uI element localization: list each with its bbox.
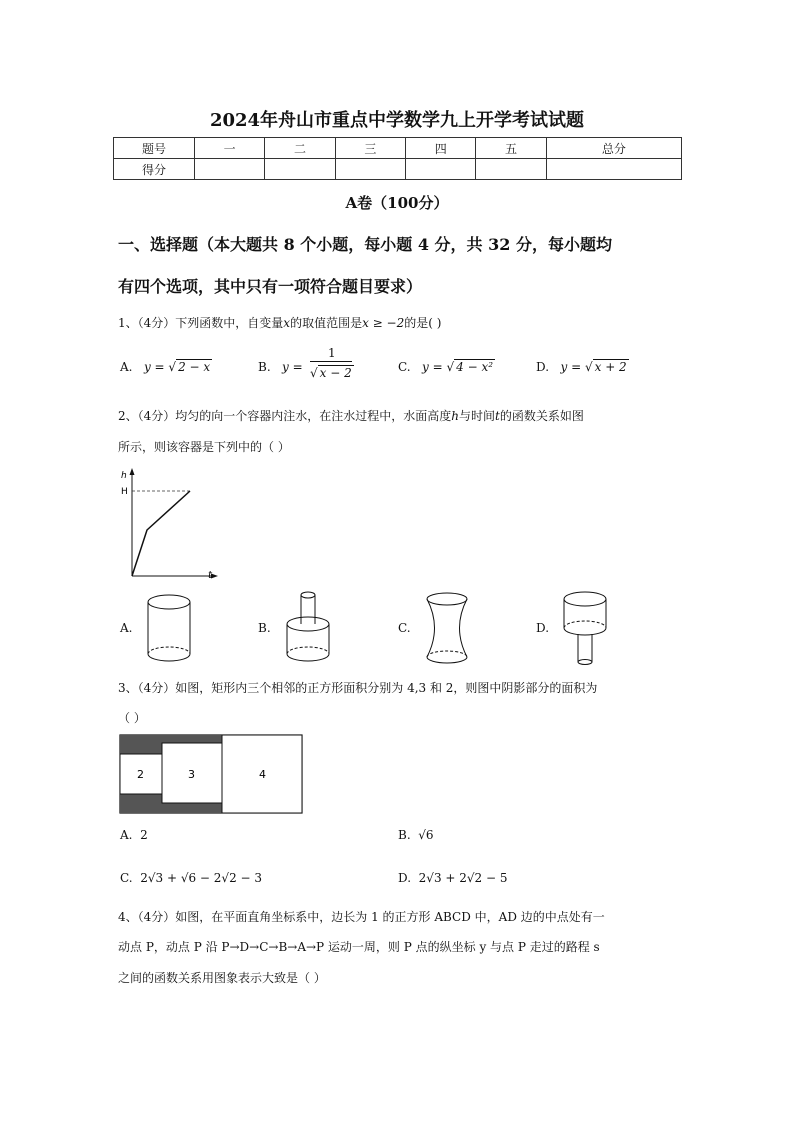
score-cell[interactable] [406,159,476,180]
sqrt-icon: √ [584,360,593,374]
x-axis-arrow-icon [211,574,218,579]
option-radicand: x + 2 [594,360,627,374]
q3-squares-figure [118,733,304,815]
q2-container-c-icon [422,590,472,668]
score-header-cell: 题号 [114,138,195,159]
x-axis-label: t [208,570,212,581]
q3-stem-line1: 3、（4分）如图，矩形内三个相邻的正方形面积分别为 4,3 和 2，则图中阴影部分的面积为 [118,681,598,695]
q3-stem-line2: （ ） [118,711,146,725]
shaded-region [120,735,162,754]
q2-option-d-label[interactable]: D. [536,621,550,635]
section1-heading-line2: 有四个选项，其中只有一项符合题目要求） [118,277,423,296]
option-lhs: y = [422,360,443,374]
option-radicand: x − 2 [319,366,352,380]
fraction-denominator [310,366,354,380]
option-lhs: y = [282,360,303,374]
q3-option-a[interactable] [120,828,148,842]
q1-condition: x ≥ −2 [362,316,405,330]
option-label: D. [536,360,550,374]
score-header-cell: 三 [335,138,405,159]
q4-stem-line1: 4、（4分）如图，在平面直角坐标系中，边长为 1 的正方形 ABCD 中，AD 边的中点处有一 [118,910,605,924]
option-text: √6 [418,828,434,842]
score-cell[interactable] [195,159,265,180]
option-label: B. [258,360,271,374]
score-cell[interactable] [335,159,405,180]
option-label: C. [120,871,133,885]
option-lhs: y = [143,360,165,374]
q2-option-c-label[interactable]: C. [398,621,411,635]
score-header-cell: 二 [265,138,335,159]
q2-height-time-graph [112,466,222,584]
score-table-score-row [114,159,682,180]
q1-var: x [283,316,291,330]
q4-stem-line3: 之间的函数关系用图象表示大致是（ ） [118,971,326,985]
option-label: B. [398,828,411,842]
y-axis-label: h [121,471,127,481]
water-level-curve [132,491,190,576]
q3-option-c[interactable] [120,871,262,885]
option-text: 2 [140,828,148,842]
sqrt-icon: √ [310,366,318,380]
section1-heading-line1: 一、选择题（本大题共 8 个小题，每小题 4 分，共 32 分，每小题均 [118,235,612,254]
q1-option-a[interactable] [120,360,212,374]
q2-container-a-icon [144,590,194,666]
q3-option-b[interactable] [398,828,434,842]
q2-var-t: t [495,409,500,423]
square-label: 2 [137,768,144,781]
q1-stem [118,314,441,331]
option-text: 2√3 + √6 − 2√2 − 3 [140,871,263,885]
q2-option-b-label[interactable]: B. [258,621,271,635]
option-label: D. [398,871,412,885]
score-table [113,137,682,180]
q4-stem-line2: 动点 P，动点 P 沿 P→D→C→B→A→P 运动一周，则 P 点的纵坐标 y 与点 P 走过的路程 s [118,940,600,954]
q2-container-d-icon [560,588,610,668]
score-header-cell: 四 [406,138,476,159]
q2-stem-line1 [118,407,584,424]
score-header-cell: 总分 [546,138,681,159]
shaded-region [162,735,222,743]
score-cell[interactable] [265,159,335,180]
q1-stem-text: 1、（4分）下列函数中，自变量 [118,316,284,330]
score-table-header-row [114,138,682,159]
exam-title: 2024年舟山市重点中学数学九上开学考试试题 [209,110,585,131]
q2-option-a-label[interactable]: A. [120,621,133,635]
y-axis-arrow-icon [130,468,135,475]
sqrt-icon: √ [168,360,177,374]
score-row-label: 得分 [114,159,195,180]
q1-stem-text: 的取值范围是 [290,316,363,330]
q1-option-c[interactable] [398,360,495,374]
q2-stem-text: 与时间 [459,409,496,423]
q2-stem-text: 2、（4分）均匀的向一个容器内注水，在注水过程中，水面高度 [118,409,452,423]
option-text: 2√3 + 2√2 − 5 [418,871,508,885]
q2-var-h: h [451,409,460,423]
q2-stem-text: 的函数关系如图 [499,409,584,423]
q1-stem-text: 的是( ) [404,316,442,330]
score-header-cell: 一 [195,138,265,159]
option-label: A. [120,360,133,374]
q2-stem-line2: 所示，则该容器是下列中的（ ） [118,440,290,454]
q2-container-b-icon [282,586,336,666]
square-label: 3 [188,768,195,781]
h-label: H [121,487,128,497]
score-header-cell: 五 [476,138,546,159]
shaded-region [120,794,162,813]
option-label: A. [120,828,133,842]
section-a-heading: A卷（100分） [345,194,449,212]
option-radicand: 4 − x² [456,360,494,374]
square-label: 4 [259,768,266,781]
sqrt-icon: √ [446,360,455,374]
option-label: C. [398,360,411,374]
q3-option-d[interactable] [398,871,508,885]
option-radicand: 2 − x [178,360,211,374]
q1-option-d[interactable] [536,360,629,374]
score-cell[interactable] [546,159,681,180]
score-cell[interactable] [476,159,546,180]
shaded-region [162,803,222,813]
fraction-numerator: 1 [328,346,336,360]
option-lhs: y = [560,360,582,374]
fraction-bar [310,361,352,362]
